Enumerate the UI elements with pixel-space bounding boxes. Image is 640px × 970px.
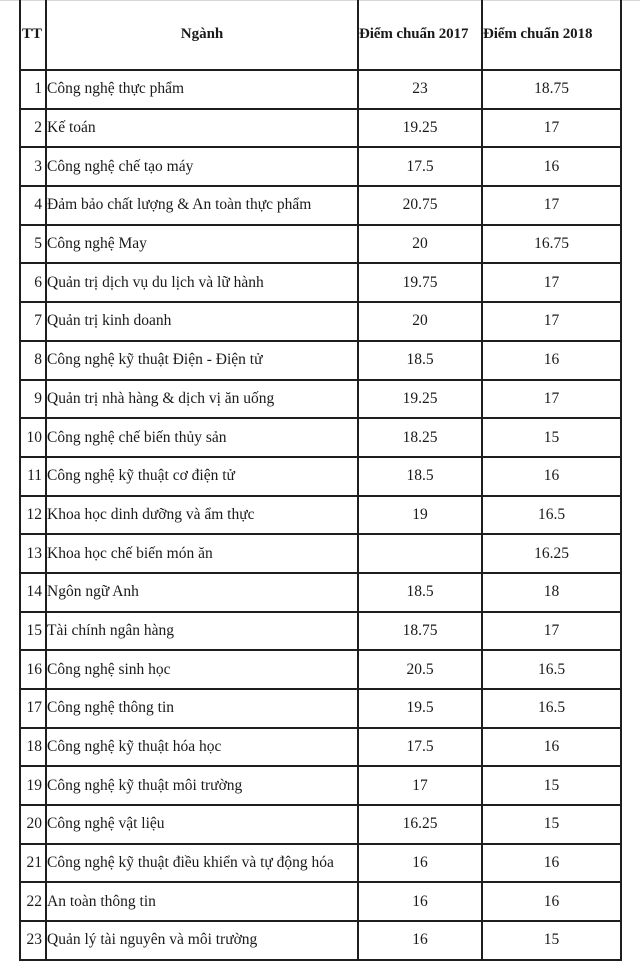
- row-score-2018: 16: [482, 728, 621, 767]
- row-index: 17: [20, 689, 46, 728]
- table-row: [20, 418, 621, 457]
- row-major-name: Quản trị dịch vụ du lịch và lữ hành: [46, 263, 358, 302]
- row-major-name: An toàn thông tin: [46, 882, 358, 921]
- table-row: [20, 882, 621, 921]
- row-major-name: Khoa học dinh dưỡng và ẩm thực: [46, 496, 358, 535]
- row-score-2018: 17: [482, 380, 621, 419]
- table-row: [20, 302, 621, 341]
- table-row: [20, 457, 621, 496]
- row-index: 13: [20, 534, 46, 573]
- table-row: [20, 263, 621, 302]
- row-index: 8: [20, 341, 46, 380]
- header-score-2018: Điểm chuẩn 2018: [482, 0, 621, 70]
- row-score-2017: 23: [358, 70, 482, 109]
- row-major-name: Ngôn ngữ Anh: [46, 573, 358, 612]
- row-score-2018: 16: [482, 844, 621, 883]
- row-score-2018: 16.25: [482, 534, 621, 573]
- admission-scores-table: [19, 0, 622, 961]
- table-row: [20, 70, 621, 109]
- table-row: [20, 728, 621, 767]
- row-major-name: Công nghệ thông tin: [46, 689, 358, 728]
- row-index: 1: [20, 70, 46, 109]
- row-major-name: Khoa học chế biến món ăn: [46, 534, 358, 573]
- row-score-2017: 18.5: [358, 573, 482, 612]
- row-score-2018: 17: [482, 186, 621, 225]
- row-major-name: Kế toán: [46, 109, 358, 148]
- row-score-2018: 15: [482, 921, 621, 960]
- row-score-2018: 16: [482, 457, 621, 496]
- row-major-name: Quản trị nhà hàng & dịch vị ăn uống: [46, 380, 358, 419]
- row-score-2017: 16: [358, 844, 482, 883]
- row-score-2018: 17: [482, 263, 621, 302]
- row-score-2018: 16: [482, 147, 621, 186]
- row-score-2018: 18.75: [482, 70, 621, 109]
- row-index: 4: [20, 186, 46, 225]
- table-body: [20, 70, 621, 960]
- row-score-2017: 19.25: [358, 109, 482, 148]
- row-score-2018: 17: [482, 612, 621, 651]
- row-score-2017: 17.5: [358, 728, 482, 767]
- row-score-2017: 20.75: [358, 186, 482, 225]
- row-major-name: Công nghệ sinh học: [46, 650, 358, 689]
- row-score-2017: 19.5: [358, 689, 482, 728]
- row-score-2017: [358, 534, 482, 573]
- row-major-name: Quản lý tài nguyên và môi trường: [46, 921, 358, 960]
- table-row: [20, 186, 621, 225]
- row-score-2018: 16.5: [482, 496, 621, 535]
- table-row: [20, 380, 621, 419]
- row-major-name: Công nghệ chế biến thủy sản: [46, 418, 358, 457]
- row-score-2017: 17: [358, 766, 482, 805]
- row-score-2018: 17: [482, 109, 621, 148]
- header-name: Ngành: [46, 0, 358, 70]
- row-score-2017: 18.5: [358, 457, 482, 496]
- row-score-2017: 18.75: [358, 612, 482, 651]
- row-score-2018: 15: [482, 805, 621, 844]
- row-index: 20: [20, 805, 46, 844]
- row-index: 18: [20, 728, 46, 767]
- table-row: [20, 650, 621, 689]
- row-score-2017: 20: [358, 225, 482, 264]
- row-major-name: Công nghệ thực phẩm: [46, 70, 358, 109]
- row-score-2017: 20: [358, 302, 482, 341]
- row-score-2017: 16: [358, 882, 482, 921]
- row-score-2018: 16.75: [482, 225, 621, 264]
- row-index: 19: [20, 766, 46, 805]
- table-row: [20, 534, 621, 573]
- row-major-name: Đảm bảo chất lượng & An toàn thực phẩm: [46, 186, 358, 225]
- row-score-2018: 16.5: [482, 650, 621, 689]
- row-major-name: Công nghệ kỹ thuật môi trường: [46, 766, 358, 805]
- row-score-2017: 18.5: [358, 341, 482, 380]
- row-score-2018: 16: [482, 341, 621, 380]
- header-score-2017: Điểm chuẩn 2017: [358, 0, 482, 70]
- row-index: 15: [20, 612, 46, 651]
- row-index: 22: [20, 882, 46, 921]
- row-index: 11: [20, 457, 46, 496]
- table-row: [20, 341, 621, 380]
- row-score-2018: 15: [482, 418, 621, 457]
- table-row: [20, 147, 621, 186]
- row-score-2017: 19.25: [358, 380, 482, 419]
- row-index: 23: [20, 921, 46, 960]
- table-row: [20, 109, 621, 148]
- row-score-2017: 16.25: [358, 805, 482, 844]
- row-score-2018: 15: [482, 766, 621, 805]
- row-score-2017: 20.5: [358, 650, 482, 689]
- table-header: [20, 0, 621, 70]
- row-score-2017: 19: [358, 496, 482, 535]
- row-index: 3: [20, 147, 46, 186]
- row-index: 5: [20, 225, 46, 264]
- row-score-2017: 19.75: [358, 263, 482, 302]
- row-index: 2: [20, 109, 46, 148]
- row-index: 21: [20, 844, 46, 883]
- row-major-name: Quản trị kinh doanh: [46, 302, 358, 341]
- row-index: 6: [20, 263, 46, 302]
- row-index: 16: [20, 650, 46, 689]
- row-index: 12: [20, 496, 46, 535]
- row-score-2018: 16.5: [482, 689, 621, 728]
- header-row: [20, 0, 621, 70]
- row-index: 14: [20, 573, 46, 612]
- table-row: [20, 844, 621, 883]
- table-row: [20, 612, 621, 651]
- table-row: [20, 921, 621, 960]
- row-major-name: Công nghệ kỹ thuật điều khiển và tự động hóa: [46, 844, 358, 883]
- row-score-2017: 18.25: [358, 418, 482, 457]
- table-row: [20, 689, 621, 728]
- row-score-2018: 18: [482, 573, 621, 612]
- row-major-name: Công nghệ kỹ thuật cơ điện tử: [46, 457, 358, 496]
- row-score-2017: 17.5: [358, 147, 482, 186]
- header-tt: TT: [20, 0, 46, 70]
- table-row: [20, 766, 621, 805]
- row-score-2018: 16: [482, 882, 621, 921]
- row-major-name: Công nghệ vật liệu: [46, 805, 358, 844]
- row-score-2017: 16: [358, 921, 482, 960]
- row-index: 9: [20, 380, 46, 419]
- row-score-2018: 17: [482, 302, 621, 341]
- row-index: 7: [20, 302, 46, 341]
- row-major-name: Tài chính ngân hàng: [46, 612, 358, 651]
- row-index: 10: [20, 418, 46, 457]
- table-row: [20, 573, 621, 612]
- table-row: [20, 225, 621, 264]
- row-major-name: Công nghệ chế tạo máy: [46, 147, 358, 186]
- row-major-name: Công nghệ kỹ thuật hóa học: [46, 728, 358, 767]
- row-major-name: Công nghệ kỹ thuật Điện - Điện tử: [46, 341, 358, 380]
- table-row: [20, 805, 621, 844]
- table-row: [20, 496, 621, 535]
- row-major-name: Công nghệ May: [46, 225, 358, 264]
